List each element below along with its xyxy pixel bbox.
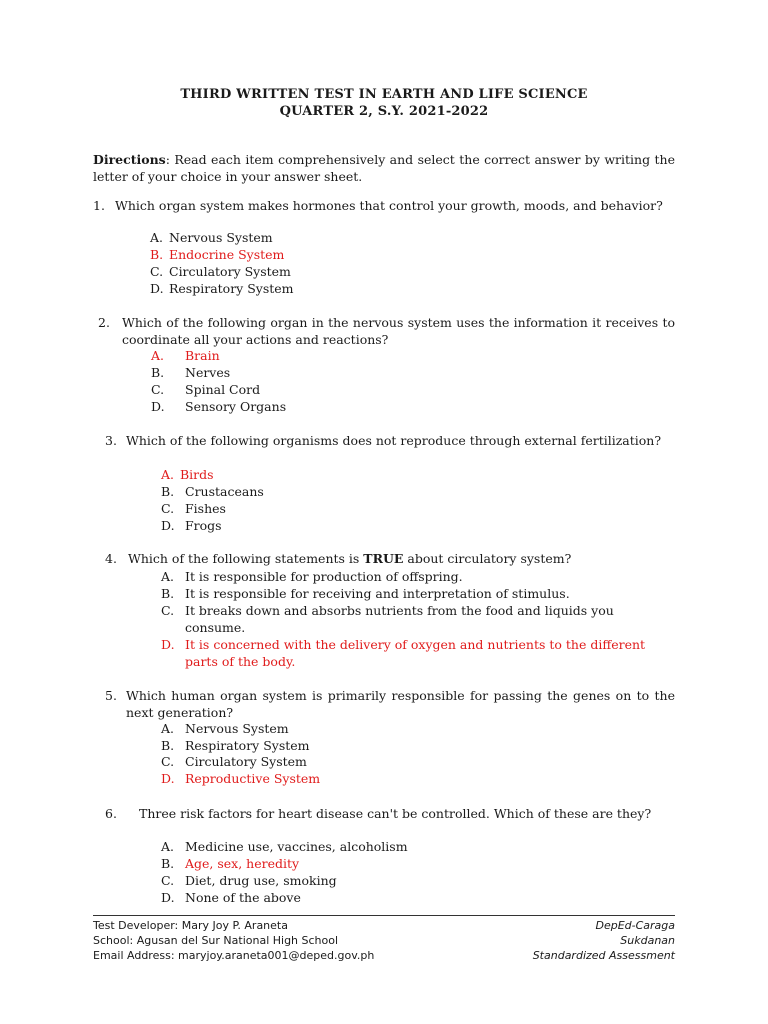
question-stem: Which organ system makes hormones that control your growth, moods, and behavior? xyxy=(115,198,663,213)
question-1: 1. Which organ system makes hormones that control your growth, moods, and behavior? A. Nervous System B. Endocrine System C. Circulatory System D. Respiratory System xyxy=(93,197,675,307)
question-number: 5. xyxy=(105,688,117,703)
footer-divider xyxy=(93,915,675,916)
question-stem: Which human organ system is primarily responsible for passing the genes on to the next generation? xyxy=(126,688,675,720)
school-name: School: Agusan del Sur National High School xyxy=(93,934,339,947)
directions-text: : Read each item comprehensively and select the correct answer by writing the letter of your choice in your answer sheet. xyxy=(93,152,675,184)
question-3: 3. Which of the following organisms does not reproduce through external fertilization? A. Birds B. Crustaceans C. Fishes D. Frogs xyxy=(105,432,675,542)
question-number: 3. xyxy=(105,433,117,448)
question-5: 5. Which human organ system is primarily responsible for passing the genes on to the next generation? A. Nervous System B. Respiratory System C. Circulatory System D. Reproductive System xyxy=(105,688,675,786)
footer-right xyxy=(533,918,675,963)
question-number: 4. xyxy=(105,551,117,566)
question-number: 1. xyxy=(93,198,105,213)
question-4: 4. Which of the following statements is TRUE about circulatory system? A. It is responsible for production of offspring. B. It is responsible for receiving and interpretation of stimulus. C. It breaks down and absorbs nutrients from the food and liquids you consume. D. It is concerned with the delivery of oxygen and nutrients to the different parts of the body. xyxy=(105,550,675,675)
email-label: Email Address: xyxy=(93,949,179,962)
region-label: DepEd-Caraga xyxy=(595,919,675,932)
assessment-name: Sukdanan xyxy=(620,934,675,947)
test-subtitle: QUARTER 2, S.Y. 2021-2022 xyxy=(279,104,489,119)
question-number: 6. xyxy=(105,806,117,821)
email-line xyxy=(93,948,374,963)
directions-label: Directions xyxy=(93,152,166,167)
question-stem: Three risk factors for heart disease can't be controlled. Which of these are they? xyxy=(139,806,652,821)
question-stem: Which of the following statements is TRUE about circulatory system? xyxy=(128,551,572,566)
test-developer: Test Developer: Mary Joy P. Araneta xyxy=(93,919,288,932)
test-title: THIRD WRITTEN TEST IN EARTH AND LIFE SCIENCE xyxy=(180,87,588,102)
question-2: 2. Which of the following organ in the nervous system uses the information it receives to coordinate all your actions and reactions? A. Brain B. Nerves C. Spinal Cord D. Sensory Organs xyxy=(98,315,675,414)
footer-left xyxy=(93,918,374,963)
email-address: maryjoy.araneta001@deped.gov.ph xyxy=(178,949,375,962)
question-stem: Which of the following organisms does not reproduce through external fertilization? xyxy=(126,433,662,448)
emphasis-true: TRUE xyxy=(363,551,404,566)
question-number: 2. xyxy=(98,315,110,330)
assessment-type: Standardized Assessment xyxy=(532,949,675,962)
question-stem: Which of the following organ in the nervous system uses the information it receives to coordinate all your actions and reactions? xyxy=(122,315,675,347)
question-6: 6. Three risk factors for heart disease can't be controlled. Which of these are they? A. Medicine use, vaccines, alcoholism B. Age, sex, heredity C. Diet, drug use, smoking D. None of the above xyxy=(105,805,675,910)
directions xyxy=(93,151,675,185)
